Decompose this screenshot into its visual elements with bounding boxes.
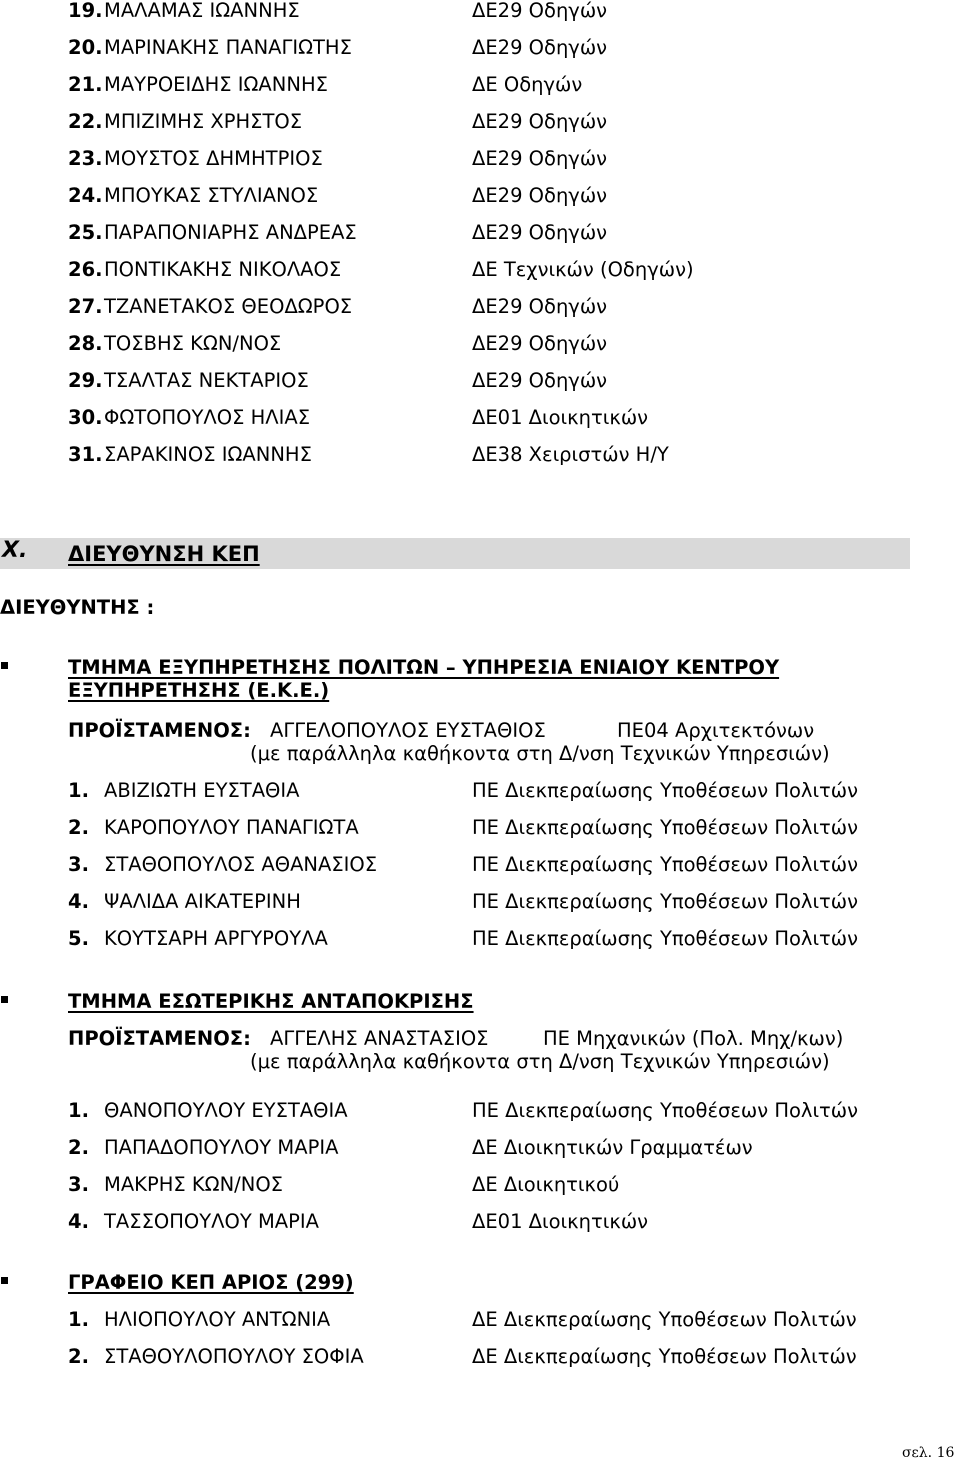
list-item-role: ΔΕ01 Διοικητικών xyxy=(472,1210,649,1233)
list-item-name: ΣΑΡΑΚΙΝΟΣ ΙΩΑΝΝΗΣ xyxy=(104,443,312,466)
list-item-num: 30. xyxy=(68,406,103,429)
list-item-role: ΔΕ29 Οδηγών xyxy=(472,36,608,59)
dept1-title-line2: ΕΞΥΠΗΡΕΤΗΣΗΣ (Ε.Κ.Ε.) xyxy=(68,679,330,702)
list-item-name: ΚΑΡΟΠΟΥΛΟΥ ΠΑΝΑΓΙΩΤΑ xyxy=(104,816,359,839)
dept1-head-role: ΠΕ04 Αρχιτεκτόνων xyxy=(617,719,815,742)
dept2-head-note: (με παράλληλα καθήκοντα στη Δ/νση Τεχνικών Υπηρεσιών) xyxy=(250,1050,830,1073)
list-item-num: 29. xyxy=(68,369,103,392)
list-item-num: 2. xyxy=(68,816,89,839)
list-item-num: 24. xyxy=(68,184,103,207)
list-item-name: ΚΟΥΤΣΑΡΗ ΑΡΓΥΡΟΥΛΑ xyxy=(104,927,328,950)
dept1-head-note: (με παράλληλα καθήκοντα στη Δ/νση Τεχνικών Υπηρεσιών) xyxy=(250,742,830,765)
list-item-name: ΨΑΛΙΔΑ ΑΙΚΑΤΕΡΙΝΗ xyxy=(104,890,301,913)
list-item-role: ΔΕ Διεκπεραίωσης Υποθέσεων Πολιτών xyxy=(472,1308,857,1331)
list-item-num: 5. xyxy=(68,927,89,950)
list-item-num: 19. xyxy=(68,0,103,22)
list-item-name: ΤΖΑΝΕΤΑΚΟΣ ΘΕΟΔΩΡΟΣ xyxy=(104,295,353,318)
list-item-name: ΤΟΣΒΗΣ ΚΩΝ/ΝΟΣ xyxy=(104,332,282,355)
list-item-name: ΠΑΠΑΔΟΠΟΥΛΟΥ ΜΑΡΙΑ xyxy=(104,1136,339,1159)
list-item-num: 1. xyxy=(68,1099,89,1122)
list-item-name: ΤΑΣΣΟΠΟΥΛΟΥ ΜΑΡΙΑ xyxy=(104,1210,319,1233)
list-item-num: 2. xyxy=(68,1136,89,1159)
list-item-role: ΔΕ Οδηγών xyxy=(472,73,583,96)
list-item-role: ΔΕ Διοικητικού xyxy=(472,1173,620,1196)
list-item-num: 31. xyxy=(68,443,103,466)
list-item-name: ΠΟΝΤΙΚΑΚΗΣ ΝΙΚΟΛΑΟΣ xyxy=(104,258,342,281)
dept2-title: ΤΜΗΜΑ ΕΣΩΤΕΡΙΚΗΣ ΑΝΤΑΠΟΚΡΙΣΗΣ xyxy=(68,990,474,1013)
dept2-head-label: ΠΡΟΪΣΤΑΜΕΝΟΣ: xyxy=(68,1027,251,1050)
list-item-num: 1. xyxy=(68,1308,89,1331)
list-item-name: ΜΑΛΑΜΑΣ ΙΩΑΝΝΗΣ xyxy=(104,0,300,22)
list-item-name: ΜΑΡΙΝΑΚΗΣ ΠΑΝΑΓΙΩΤΗΣ xyxy=(104,36,352,59)
bullet-icon xyxy=(1,662,8,669)
list-item-num: 27. xyxy=(68,295,103,318)
list-item-name: ΗΛΙΟΠΟΥΛΟΥ ΑΝΤΩΝΙΑ xyxy=(104,1308,331,1331)
list-item-role: ΔΕ29 Οδηγών xyxy=(472,147,608,170)
dept2-head-role: ΠΕ Μηχανικών (Πολ. Μηχ/κων) xyxy=(543,1027,844,1050)
bullet-icon xyxy=(1,1277,8,1284)
list-item-name: ΣΤΑΘΟΠΟΥΛΟΣ ΑΘΑΝΑΣΙΟΣ xyxy=(104,853,378,876)
list-item-role: ΔΕ Διεκπεραίωσης Υποθέσεων Πολιτών xyxy=(472,1345,857,1368)
list-item-num: 26. xyxy=(68,258,103,281)
list-item-name: ΜΠΙΖΙΜΗΣ ΧΡΗΣΤΟΣ xyxy=(104,110,303,133)
bullet-icon xyxy=(1,996,8,1003)
list-item-num: 21. xyxy=(68,73,103,96)
list-item-role: ΠΕ Διεκπεραίωσης Υποθέσεων Πολιτών xyxy=(472,816,859,839)
dept3-title: ΓΡΑΦΕΙΟ ΚΕΠ ΑΡΙΟΣ (299) xyxy=(68,1271,354,1294)
list-item-role: ΔΕ29 Οδηγών xyxy=(472,221,608,244)
list-item-num: 25. xyxy=(68,221,103,244)
dept1-head-name: ΑΓΓΕΛΟΠΟΥΛΟΣ ΕΥΣΤΑΘΙΟΣ xyxy=(270,719,546,742)
list-item-num: 3. xyxy=(68,1173,89,1196)
list-item-role: ΠΕ Διεκπεραίωσης Υποθέσεων Πολιτών xyxy=(472,779,859,802)
list-item-name: ΜΑΥΡΟΕΙΔΗΣ ΙΩΑΝΝΗΣ xyxy=(104,73,328,96)
section-title: ΔΙΕΥΘΥΝΣΗ ΚΕΠ xyxy=(68,542,260,566)
list-item-role: ΔΕ29 Οδηγών xyxy=(472,295,608,318)
list-item-num: 28. xyxy=(68,332,103,355)
list-item-name: ΜΠΟΥΚΑΣ ΣΤΥΛΙΑΝΟΣ xyxy=(104,184,319,207)
list-item-role: ΔΕ29 Οδηγών xyxy=(472,369,608,392)
list-item-name: ΤΣΑΛΤΑΣ ΝΕΚΤΑΡΙΟΣ xyxy=(104,369,309,392)
list-item-role: ΔΕ38 Χειριστών Η/Υ xyxy=(472,443,669,466)
list-item-num: 4. xyxy=(68,1210,89,1233)
list-item-role: ΠΕ Διεκπεραίωσης Υποθέσεων Πολιτών xyxy=(472,853,859,876)
list-item-num: 4. xyxy=(68,890,89,913)
dept1-head-label: ΠΡΟΪΣΤΑΜΕΝΟΣ: xyxy=(68,719,251,742)
list-item-name: ΑΒΙΖΙΩΤΗ ΕΥΣΤΑΘΙΑ xyxy=(104,779,300,802)
list-item-name: ΣΤΑΘΟΥΛΟΠΟΥΛΟΥ ΣΟΦΙΑ xyxy=(104,1345,364,1368)
section-number: Χ. xyxy=(2,538,28,563)
list-item-name: ΠΑΡΑΠΟΝΙΑΡΗΣ ΑΝΔΡΕΑΣ xyxy=(104,221,357,244)
list-item-name: ΦΩΤΟΠΟΥΛΟΣ ΗΛΙΑΣ xyxy=(104,406,311,429)
dept1-title-line1: ΤΜΗΜΑ ΕΞΥΠΗΡΕΤΗΣΗΣ ΠΟΛΙΤΩΝ – ΥΠΗΡΕΣΙΑ ΕΝΙΑΙΟΥ ΚΕΝΤΡΟΥ xyxy=(68,656,780,679)
director-label: ΔΙΕΥΘΥΝΤΗΣ : xyxy=(0,596,155,619)
list-item-role: ΔΕ01 Διοικητικών xyxy=(472,406,649,429)
list-item-name: ΘΑΝΟΠΟΥΛΟΥ ΕΥΣΤΑΘΙΑ xyxy=(104,1099,348,1122)
list-item-num: 23. xyxy=(68,147,103,170)
list-item-name: ΜΟΥΣΤΟΣ ΔΗΜΗΤΡΙΟΣ xyxy=(104,147,323,170)
list-item-role: ΔΕ29 Οδηγών xyxy=(472,184,608,207)
list-item-name: ΜΑΚΡΗΣ ΚΩΝ/ΝΟΣ xyxy=(104,1173,283,1196)
list-item-role: ΠΕ Διεκπεραίωσης Υποθέσεων Πολιτών xyxy=(472,1099,859,1122)
page-number: σελ. 16 xyxy=(902,1445,955,1461)
list-item-role: ΔΕ Τεχνικών (Οδηγών) xyxy=(472,258,694,281)
list-item-role: ΔΕ29 Οδηγών xyxy=(472,332,608,355)
list-item-role: ΠΕ Διεκπεραίωσης Υποθέσεων Πολιτών xyxy=(472,927,859,950)
list-item-role: ΔΕ29 Οδηγών xyxy=(472,0,608,22)
list-item-num: 20. xyxy=(68,36,103,59)
dept2-head-name: ΑΓΓΕΛΗΣ ΑΝΑΣΤΑΣΙΟΣ xyxy=(270,1027,489,1050)
list-item-role: ΔΕ29 Οδηγών xyxy=(472,110,608,133)
list-item-num: 1. xyxy=(68,779,89,802)
list-item-num: 22. xyxy=(68,110,103,133)
list-item-num: 3. xyxy=(68,853,89,876)
list-item-role: ΔΕ Διοικητικών Γραμματέων xyxy=(472,1136,753,1159)
list-item-role: ΠΕ Διεκπεραίωσης Υποθέσεων Πολιτών xyxy=(472,890,859,913)
list-item-num: 2. xyxy=(68,1345,89,1368)
